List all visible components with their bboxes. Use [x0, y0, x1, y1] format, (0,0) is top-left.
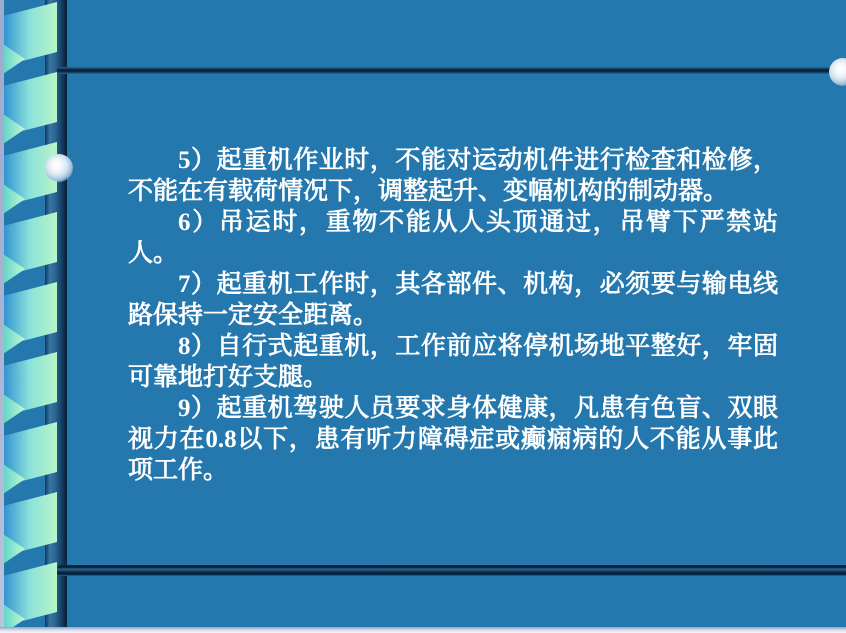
slide-paragraph-5: 5）起重机作业时，不能对运动机件进行检查和检修，不能在有载荷情况下，调整起升、变幅机构的制动器。	[128, 147, 778, 205]
slide-text-block	[128, 145, 778, 486]
slide-paragraph-7: 7）起重机工作时，其各部件、机构，必须要与输电线路保持一定安全距离。	[128, 271, 778, 329]
top-divider-line	[57, 67, 846, 74]
ribbon-zigzag-ornament	[0, 0, 67, 633]
bottom-edge-strip	[0, 627, 846, 633]
sphere-ornament-right	[829, 58, 846, 86]
slide-paragraph-6: 6）吊运时，重物不能从人头顶通过，吊臂下严禁站人。	[128, 209, 778, 267]
sphere-ornament-left	[45, 154, 73, 182]
bottom-divider-line	[57, 565, 846, 576]
slide-paragraph-8: 8）自行式起重机，工作前应将停机场地平整好，牢固可靠地打好支腿。	[128, 333, 778, 391]
left-edge-strip	[0, 0, 4, 633]
slide-paragraph-9: 9）起重机驾驶人员要求身体健康，凡患有色盲、双眼视力在0.8以下，患有听力障碍症或癫痫病的人不能从事此项工作。	[128, 395, 778, 484]
